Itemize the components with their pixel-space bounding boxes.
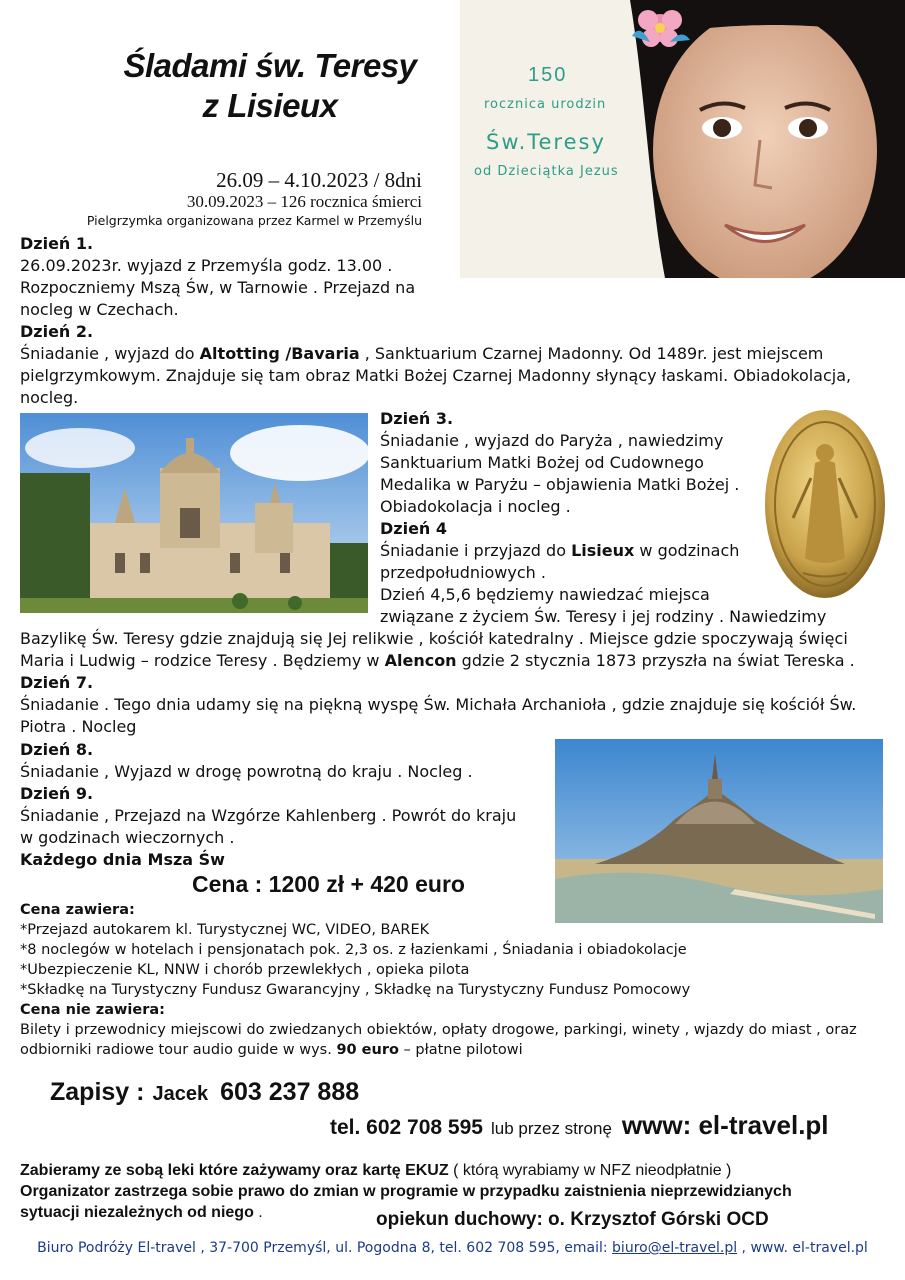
day-7-line-1: Śniadanie . Tego dnia udamy się na piękną wyspę Św. Michała Archanioła , gdzie znajduje się kościół Św. bbox=[20, 695, 857, 714]
poster-name: Św.Teresy bbox=[486, 130, 606, 154]
secondary-contact bbox=[330, 1110, 829, 1141]
miraculous-medal-image bbox=[763, 408, 887, 600]
registration-contact bbox=[50, 1078, 359, 1107]
basilica-illustration bbox=[20, 413, 368, 613]
day-4-heading: Dzień 4 bbox=[380, 519, 448, 538]
spiritual-guide: opiekun duchowy: o. Krzysztof Górski OCD bbox=[376, 1209, 769, 1230]
price-includes bbox=[20, 900, 900, 1060]
day-1-line-1: 26.09.2023r. wyjazd z Przemyśla godz. 13.00 . bbox=[20, 256, 393, 275]
day-4-text-post: w godzinach bbox=[634, 541, 740, 560]
day-7-heading: Dzień 7. bbox=[20, 673, 94, 692]
notes-line-3: sytuacji niezależnych od niego bbox=[20, 1204, 254, 1221]
excludes-amount: 90 euro bbox=[336, 1042, 399, 1058]
day-1-heading: Dzień 1. bbox=[20, 234, 94, 253]
includes-heading: Cena zawiera: bbox=[20, 902, 135, 918]
day-1-line-2: Rozpoczniemy Mszą Św, w Tarnowie . Przejazd na bbox=[20, 278, 416, 297]
organizer-note: Pielgrzymka organizowana przez Karmel w Przemyślu bbox=[86, 213, 422, 228]
day-456-text-post: gdzie 2 stycznia 1873 przyszła na świat Tereska . bbox=[456, 651, 855, 670]
day-456-text-pre: Maria i Ludwig – rodzice Teresy . Będziemy w bbox=[20, 651, 385, 670]
contact-name: Jacek bbox=[152, 1083, 209, 1105]
notes-line-1-bold: Zabieramy ze sobą leki które zażywamy oraz kartę EKUZ bbox=[20, 1162, 449, 1179]
day-4-place: Lisieux bbox=[571, 541, 635, 560]
registration-label: Zapisy : bbox=[50, 1078, 145, 1106]
day-9-line-1: Śniadanie , Przejazd na Wzgórze Kahlenberg . Powrót do kraju bbox=[20, 806, 517, 825]
day-2-line-3: nocleg. bbox=[20, 388, 79, 407]
day-456-line-3: Bazylikę Św. Teresy gdzie znajdują się Jej relikwie , kościół katedralny . Miejsce gdzie spoczywają święci bbox=[20, 629, 848, 648]
excludes-heading: Cena nie zawiera: bbox=[20, 1002, 165, 1018]
day-456-place: Alencon bbox=[384, 651, 457, 670]
anniversary-note: 30.09.2023 – 126 rocznica śmierci bbox=[186, 192, 422, 211]
mont-saint-michel-image bbox=[555, 739, 883, 923]
contact-phone-secondary[interactable]: tel. 602 708 595 bbox=[330, 1116, 483, 1139]
contact-phone-primary[interactable]: 603 237 888 bbox=[220, 1078, 360, 1106]
medal-illustration bbox=[763, 408, 887, 600]
day-9-line-2: w godzinach wieczornych . bbox=[20, 828, 235, 847]
trip-price: Cena : 1200 zł + 420 euro bbox=[192, 871, 465, 897]
day-3-line-1: Śniadanie , wyjazd do Paryża , nawiedzimy bbox=[380, 431, 724, 450]
page-title bbox=[60, 46, 480, 126]
day-3-heading: Dzień 3. bbox=[380, 409, 454, 428]
excludes-text-pre: odbiorniki radiowe tour audio guide w wys. bbox=[20, 1042, 337, 1058]
footer-text-post: , www. el-travel.pl bbox=[737, 1240, 868, 1256]
mont-illustration bbox=[555, 739, 883, 923]
day-2-heading: Dzień 2. bbox=[20, 322, 94, 341]
day-8-line-1: Śniadanie , Wyjazd w drogę powrotną do kraju . Nocleg . bbox=[20, 762, 473, 781]
day-3-line-2: Sanktuarium Matki Bożej od Cudownego bbox=[380, 453, 704, 472]
footer-email-link[interactable]: biuro@el-travel.pl bbox=[612, 1240, 738, 1256]
includes-item: *8 noclegów w hotelach i pensjonatach pok. 2,3 os. z łazienkami , Śniadania i obiadokolacje bbox=[20, 942, 687, 958]
website-link[interactable]: www: el-travel.pl bbox=[621, 1110, 829, 1140]
title-line-2: z Lisieux bbox=[202, 87, 338, 124]
day-4-line-2: przedpołudniowych . bbox=[380, 563, 546, 582]
footer-text-pre: Biuro Podróży El-travel , 37-700 Przemyśl, ul. Pogodna 8, tel. 602 708 595, email: bbox=[37, 1240, 613, 1256]
poster-number: 150 bbox=[528, 64, 568, 86]
day-1-section bbox=[20, 233, 440, 321]
notes-line-3-end: . bbox=[253, 1204, 263, 1221]
day-9-heading: Dzień 9. bbox=[20, 784, 94, 803]
day-3-line-3: Medalika w Paryżu – objawienia Matki Bożej . bbox=[380, 475, 740, 494]
daily-mass-note: Każdego dnia Msza Św bbox=[20, 850, 225, 869]
day-1-line-3: nocleg w Czechach. bbox=[20, 300, 179, 319]
day-456-line-1: Dzień 4,5,6 będziemy nawiedzać miejsca bbox=[380, 585, 710, 604]
day-8-heading: Dzień 8. bbox=[20, 740, 94, 759]
day-7-line-2: Piotra . Nocleg bbox=[20, 717, 137, 736]
includes-item: *Składkę na Turystyczny Fundusz Gwarancyjny , Składkę na Turystyczny Fundusz Pomocowy bbox=[20, 982, 691, 998]
notes-line-1-normal: ( którą wyrabiamy w NFZ nieodpłatnie ) bbox=[448, 1162, 732, 1179]
day-456-line-2: związane z życiem Św. Teresy i jej rodziny . Nawiedzimy bbox=[380, 607, 827, 626]
excludes-line-1: Bilety i przewodnicy miejscowi do zwiedzanych obiektów, opłaty drogowe, parkingi, winety , wjazdy do miast , oraz bbox=[20, 1022, 857, 1038]
agency-footer bbox=[0, 1240, 905, 1256]
notes-line-2: Organizator zastrzega sobie prawo do zmian w programie w przypadku zaistnienia nieprzewidzianych bbox=[20, 1183, 792, 1200]
day-456-continued bbox=[20, 628, 890, 738]
includes-item: *Ubezpieczenie KL, NNW i chorób przewlekłych , opieka pilota bbox=[20, 962, 470, 978]
day-2-place: Altotting /Bavaria bbox=[199, 344, 360, 363]
title-line-1: Śladami św. Teresy bbox=[123, 47, 417, 84]
day-3-line-4: Obiadokolacja i nocleg . bbox=[380, 497, 571, 516]
day-2-section bbox=[20, 321, 890, 409]
teresa-portrait-image bbox=[460, 0, 905, 278]
contact-via-label: lub przez stronę bbox=[490, 1119, 612, 1138]
day-2-line-2: pielgrzymkowym. Znajduje się tam obraz Matki Bożej Czarnej Madonny słynący łaskami. Obiadokolacja, bbox=[20, 366, 852, 385]
day-3-4-section bbox=[380, 408, 827, 628]
day-2-text-pre: Śniadanie , wyjazd do bbox=[20, 344, 200, 363]
day-8-9-section bbox=[20, 739, 550, 871]
lisieux-basilica-image bbox=[20, 413, 368, 613]
day-4-text-pre: Śniadanie i przyjazd do bbox=[380, 541, 572, 560]
excludes-text-post: – płatne pilotowi bbox=[398, 1042, 523, 1058]
poster-subtitle: rocznica urodzin bbox=[484, 97, 607, 112]
includes-item: *Przejazd autokarem kl. Turystycznej WC, VIDEO, BAREK bbox=[20, 922, 430, 938]
poster-epithet: od Dzieciątka Jezus bbox=[474, 164, 619, 179]
day-2-text-post: , Sanktuarium Czarnej Madonny. Od 1489r. jest miejscem bbox=[359, 344, 824, 363]
trip-dates: 26.09 – 4.10.2023 / 8dni bbox=[216, 168, 422, 192]
